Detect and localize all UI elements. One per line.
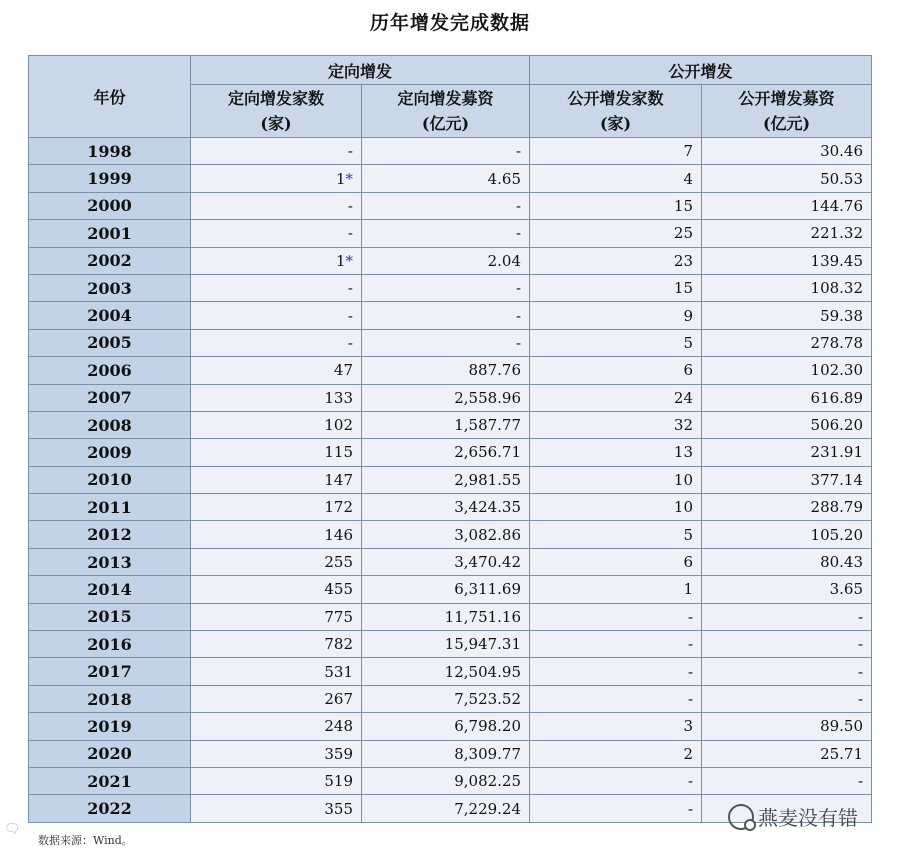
table-row [29, 439, 872, 466]
table-row [29, 767, 872, 794]
pub-amount-cell: 231.91 [702, 439, 872, 466]
dir-count-cell [191, 767, 362, 794]
dir-count-cell [191, 740, 362, 767]
table-row [29, 138, 872, 165]
dir-amount-cell: - [362, 274, 530, 301]
table-row [29, 631, 872, 658]
table-row [29, 192, 872, 219]
dir-count-cell [191, 220, 362, 247]
year-cell: 2006 [29, 357, 191, 384]
dir-count-cell [191, 329, 362, 356]
watermark-left: 🗨 [4, 822, 21, 837]
table-row [29, 302, 872, 329]
dir-count-cell [191, 192, 362, 219]
dir-count-cell [191, 494, 362, 521]
dir-count-cell [191, 247, 362, 274]
table-row [29, 384, 872, 411]
table-row [29, 576, 872, 603]
year-cell: 2021 [29, 767, 191, 794]
pub-count-cell: 7 [530, 138, 702, 165]
pub-amount-cell: 50.53 [702, 165, 872, 192]
pub-count-cell: 4 [530, 165, 702, 192]
pub-amount-cell: 105.20 [702, 521, 872, 548]
dir-count-value: 359 [324, 744, 353, 763]
table-row [29, 685, 872, 712]
dir-count-value: - [347, 142, 353, 161]
table-row [29, 603, 872, 630]
dir-count-cell [191, 384, 362, 411]
pub-count-cell: 10 [530, 466, 702, 493]
dir-amount-cell: 12,504.95 [362, 658, 530, 685]
wechat-icon [728, 804, 754, 830]
pub-count-cell: - [530, 603, 702, 630]
pub-count-cell: 15 [530, 274, 702, 301]
year-cell: 2007 [29, 384, 191, 411]
pub-count-cell: - [530, 767, 702, 794]
pub-amount-cell: - [702, 658, 872, 685]
year-cell: 1999 [29, 165, 191, 192]
pub-amount-cell: 80.43 [702, 548, 872, 575]
pub-count-cell: 24 [530, 384, 702, 411]
dir-count-value: 146 [324, 525, 353, 544]
dir-amount-cell: 1,587.77 [362, 411, 530, 438]
dir-count-value: 1 [335, 251, 346, 270]
dir-amount-cell: 2,656.71 [362, 439, 530, 466]
dir-count-cell [191, 357, 362, 384]
year-cell: 2018 [29, 685, 191, 712]
pub-amount-cell: 278.78 [702, 329, 872, 356]
table-row [29, 521, 872, 548]
year-cell: 2004 [29, 302, 191, 329]
pub-amount-cell: 139.45 [702, 247, 872, 274]
dir-count-cell [191, 631, 362, 658]
year-cell: 2022 [29, 795, 191, 822]
year-cell: 2015 [29, 603, 191, 630]
dir-count-value: 147 [324, 470, 353, 489]
dir-count-value: 133 [324, 388, 353, 407]
dir-count-cell [191, 302, 362, 329]
pub-count-cell: 32 [530, 411, 702, 438]
pub-count-cell: 23 [530, 247, 702, 274]
pub-amount-header-unit: (亿元) [762, 114, 811, 133]
table-row [29, 411, 872, 438]
dir-count-value: 531 [324, 662, 353, 681]
year-cell: 2000 [29, 192, 191, 219]
pub-amount-cell: 377.14 [702, 466, 872, 493]
table-row [29, 658, 872, 685]
pub-amount-cell: - [702, 767, 872, 794]
dir-count-cell [191, 521, 362, 548]
pub-count-cell: - [530, 685, 702, 712]
pub-count-cell: 5 [530, 329, 702, 356]
dir-amount-cell: 7,523.52 [362, 685, 530, 712]
directed-group-header: 定向增发 [191, 56, 530, 85]
dir-count-value: 267 [324, 690, 353, 708]
dir-count-value: 519 [324, 772, 353, 791]
year-cell: 2019 [29, 713, 191, 740]
dir-count-cell [191, 795, 362, 822]
pub-count-cell: 9 [530, 302, 702, 329]
dir-amount-cell: - [362, 138, 530, 165]
year-cell: 2012 [29, 521, 191, 548]
dir-amount-cell: 6,798.20 [362, 713, 530, 740]
page-title: 历年增发完成数据 [369, 12, 530, 34]
year-cell: 2010 [29, 466, 191, 493]
year-cell: 2002 [29, 247, 191, 274]
pub-count-header [530, 85, 702, 138]
pub-amount-cell: 30.46 [702, 138, 872, 165]
dir-count-cell [191, 165, 362, 192]
dir-count-value: - [347, 333, 353, 352]
dir-count-value: 355 [324, 799, 353, 818]
watermark-text: 燕麦没有错 [758, 806, 858, 830]
dir-amount-cell: 9,082.25 [362, 767, 530, 794]
footnote-star: * [345, 251, 353, 270]
dir-amount-cell: 2.04 [362, 247, 530, 274]
table-body [29, 138, 872, 823]
pub-amount-cell: 89.50 [702, 713, 872, 740]
dir-amount-cell: 11,751.16 [362, 603, 530, 630]
dir-count-cell [191, 274, 362, 301]
dir-count-value: - [347, 224, 353, 243]
dir-count-cell [191, 685, 362, 712]
dir-count-cell [191, 411, 362, 438]
dir-amount-header-unit: (亿元) [421, 114, 470, 133]
pub-amount-cell: - [702, 631, 872, 658]
pub-amount-header [702, 85, 872, 138]
dir-count-cell [191, 548, 362, 575]
table-row [29, 247, 872, 274]
pub-count-cell: 5 [530, 521, 702, 548]
year-cell: 2016 [29, 631, 191, 658]
pub-count-cell: 6 [530, 357, 702, 384]
year-cell: 2001 [29, 220, 191, 247]
dir-count-value: - [347, 306, 353, 325]
issuance-table [28, 55, 872, 823]
dir-count-cell [191, 603, 362, 630]
dir-count-cell [191, 713, 362, 740]
pub-amount-cell: 25.71 [702, 740, 872, 767]
pub-count-cell: 1 [530, 576, 702, 603]
dir-count-header-unit: (家) [260, 114, 292, 133]
year-header: 年份 [29, 56, 191, 138]
year-cell: 2005 [29, 329, 191, 356]
table-row [29, 165, 872, 192]
table-row [29, 329, 872, 356]
pub-count-cell: 10 [530, 494, 702, 521]
pub-amount-cell: 506.20 [702, 411, 872, 438]
table-row [29, 713, 872, 740]
pub-count-cell: 13 [530, 439, 702, 466]
pub-count-cell: - [530, 631, 702, 658]
dir-count-value: - [347, 196, 353, 215]
watermark-right [728, 802, 858, 831]
pub-count-cell: - [530, 658, 702, 685]
year-cell: 2013 [29, 548, 191, 575]
dir-count-cell [191, 576, 362, 603]
pub-count-cell: 6 [530, 548, 702, 575]
dir-amount-cell: 3,424.35 [362, 494, 530, 521]
dir-amount-cell: 7,229.24 [362, 795, 530, 822]
dir-amount-header-label: 定向增发募资 [397, 89, 494, 108]
pub-amount-cell: 59.38 [702, 302, 872, 329]
dir-count-value: 102 [324, 416, 353, 435]
dir-amount-cell: 6,311.69 [362, 576, 530, 603]
pub-amount-cell: 288.79 [702, 494, 872, 521]
dir-count-value: 248 [324, 717, 353, 736]
pub-count-cell: - [530, 795, 702, 822]
year-cell: 2011 [29, 494, 191, 521]
table-row [29, 466, 872, 493]
dir-amount-cell: 2,981.55 [362, 466, 530, 493]
year-cell: 2003 [29, 274, 191, 301]
year-cell: 2020 [29, 740, 191, 767]
pub-count-header-label: 公开增发家数 [567, 89, 664, 108]
pub-count-cell: 2 [530, 740, 702, 767]
dir-count-value: - [347, 279, 353, 298]
table-row [29, 357, 872, 384]
dir-count-header-label: 定向增发家数 [227, 89, 324, 108]
dir-count-value: 455 [324, 580, 353, 599]
dir-count-cell [191, 658, 362, 685]
dir-count-value: 782 [324, 635, 353, 654]
dir-amount-cell: 2,558.96 [362, 384, 530, 411]
pub-amount-cell: 616.89 [702, 384, 872, 411]
pub-amount-header-label: 公开增发募资 [738, 89, 835, 108]
dir-amount-cell: 887.76 [362, 357, 530, 384]
pub-count-cell: 25 [530, 220, 702, 247]
dir-amount-cell: 8,309.77 [362, 740, 530, 767]
pub-amount-cell: 144.76 [702, 192, 872, 219]
pub-amount-cell: 3.65 [702, 576, 872, 603]
dir-amount-header [362, 85, 530, 138]
table-row [29, 494, 872, 521]
table-row [29, 740, 872, 767]
dir-count-value: 47 [333, 361, 353, 380]
table-row [29, 274, 872, 301]
pub-amount-cell: 102.30 [702, 357, 872, 384]
dir-amount-cell: 4.65 [362, 165, 530, 192]
pub-amount-cell: - [702, 685, 872, 712]
dir-amount-cell: 3,470.42 [362, 548, 530, 575]
dir-amount-cell: - [362, 192, 530, 219]
dir-count-cell [191, 138, 362, 165]
footnote-star: * [345, 169, 353, 188]
dir-count-value: 775 [324, 607, 353, 626]
dir-amount-cell: 15,947.31 [362, 631, 530, 658]
pub-amount-cell: 221.32 [702, 220, 872, 247]
year-cell: 2014 [29, 576, 191, 603]
dir-count-header [191, 85, 362, 138]
table-row [29, 548, 872, 575]
dir-count-value: 1 [335, 169, 346, 188]
dir-count-cell [191, 439, 362, 466]
public-group-header: 公开增发 [530, 56, 872, 85]
pub-amount-cell: 108.32 [702, 274, 872, 301]
year-cell: 2008 [29, 411, 191, 438]
table-row [29, 220, 872, 247]
dir-count-value: 172 [324, 498, 353, 517]
source-note: 数据来源：Wind。 [38, 834, 133, 847]
pub-amount-cell: - [702, 603, 872, 630]
year-cell: 1998 [29, 138, 191, 165]
pub-count-cell: 15 [530, 192, 702, 219]
dir-amount-cell: - [362, 329, 530, 356]
dir-amount-cell: - [362, 302, 530, 329]
dir-count-value: 255 [324, 553, 353, 572]
dir-count-value: 115 [324, 443, 353, 462]
dir-amount-cell: 3,082.86 [362, 521, 530, 548]
dir-amount-cell: - [362, 220, 530, 247]
pub-count-header-unit: (家) [599, 114, 632, 133]
pub-count-cell: 3 [530, 713, 702, 740]
year-cell: 2017 [29, 658, 191, 685]
year-cell: 2009 [29, 439, 191, 466]
dir-count-cell [191, 466, 362, 493]
